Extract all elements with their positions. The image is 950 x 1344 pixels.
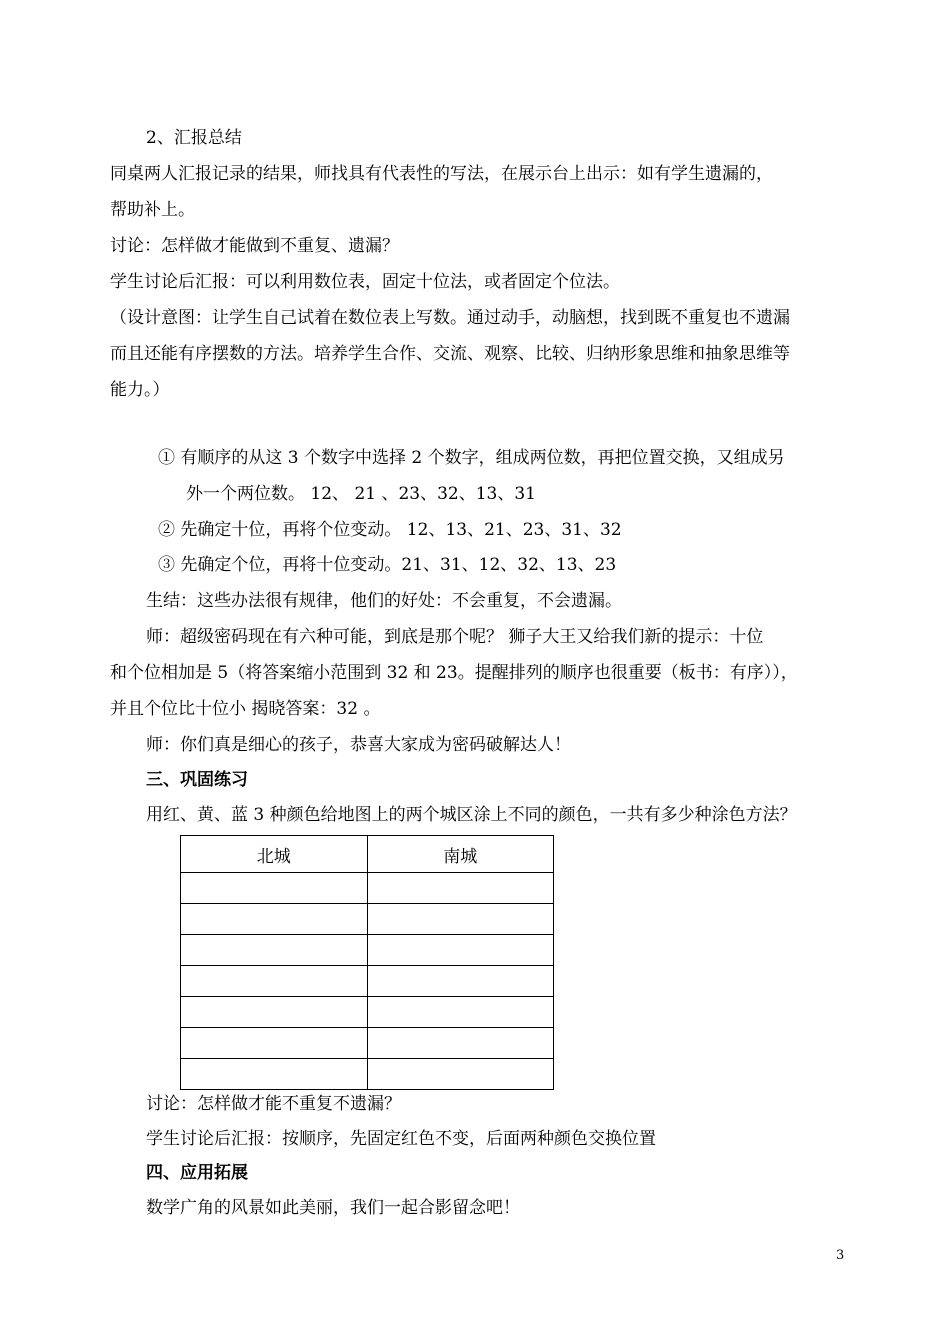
table-cell (181, 935, 368, 966)
table-row (181, 904, 554, 935)
table-header-row (181, 836, 554, 873)
table-header-north: 北城 (181, 836, 368, 873)
method-one-line: ① 有顺序的从这 3 个数字中选择 2 个数字，组成两位数，再把位置交换，又组成另 (158, 448, 785, 468)
coloring-table (180, 835, 554, 1090)
table-cell (181, 1028, 368, 1059)
section-heading-practice: 三、巩固练习 (146, 770, 248, 790)
teacher-praise: 师：你们真是细心的孩子，恭喜大家成为密码破解达人！ (146, 735, 571, 755)
table-cell (367, 873, 554, 904)
teacher-line: 并且个位比十位小 揭晓答案：32 。 (110, 699, 381, 719)
table-cell (181, 904, 368, 935)
table-cell (181, 966, 368, 997)
teacher-line: 和个位相加是 5（将答案缩小范围到 32 和 23。提醒排列的顺序也很重要（板书：有序））， (110, 663, 798, 683)
table-row (181, 1059, 554, 1090)
method-one-line: 外一个两位数。 12、 21 、23、32、13、31 (186, 484, 537, 504)
design-intent-line: 而且还能有序摆数的方法。培养学生合作、交流、观察、比较、归纳形象思维和抽象思维等 (110, 344, 790, 364)
table-cell (181, 1059, 368, 1090)
practice-student-report: 学生讨论后汇报：按顺序，先固定红色不变，后面两种颜色交换位置 (146, 1129, 656, 1149)
design-intent-line: （设计意图：让学生自己试着在数位表上写数。通过动手，动脑想，找到既不重复也不遗漏 (110, 308, 790, 328)
practice-discussion: 讨论：怎样做才能不重复不遗漏？ (146, 1094, 401, 1114)
page-number: 3 (836, 1248, 845, 1263)
discussion-question: 讨论：怎样做才能做到不重复、遗漏？ (110, 236, 399, 256)
table-cell (367, 1028, 554, 1059)
design-intent-line: 能力。） (110, 380, 170, 400)
table-row (181, 997, 554, 1028)
table-cell (367, 1059, 554, 1090)
student-report: 学生讨论后汇报：可以利用数位表，固定十位法，或者固定个位法。 (110, 272, 620, 292)
method-two: ② 先确定十位，再将个位变动。 12、13、21、23、31、32 (158, 520, 622, 540)
table-cell (181, 997, 368, 1028)
table-cell (181, 873, 368, 904)
table-header-south: 南城 (367, 836, 554, 873)
table-row (181, 1028, 554, 1059)
extension-text: 数学广角的风景如此美丽，我们一起合影留念吧！ (146, 1198, 520, 1218)
table-row (181, 966, 554, 997)
table-cell (367, 904, 554, 935)
practice-question: 用红、黄、蓝 3 种颜色给地图上的两个城区涂上不同的颜色，一共有多少种涂色方法？ (146, 805, 797, 825)
paragraph-line: 帮助补上。 (110, 200, 195, 220)
section-heading-report: 2、汇报总结 (146, 128, 242, 148)
student-summary: 生结：这些办法很有规律，他们的好处：不会重复，不会遗漏。 (146, 591, 622, 611)
table-row (181, 873, 554, 904)
method-three: ③ 先确定个位，再将十位变动。21、31、12、32、13、23 (158, 555, 617, 575)
teacher-line: 师：超级密码现在有六种可能，到底是那个呢？ 狮子大王又给我们新的提示：十位 (146, 627, 764, 647)
paragraph-line: 同桌两人汇报记录的结果，师找具有代表性的写法，在展示台上出示：如有学生遗漏的， (110, 164, 773, 184)
table-cell (367, 997, 554, 1028)
table-cell (367, 966, 554, 997)
table-row (181, 935, 554, 966)
table-cell (367, 935, 554, 966)
section-heading-extension: 四、应用拓展 (146, 1163, 248, 1183)
